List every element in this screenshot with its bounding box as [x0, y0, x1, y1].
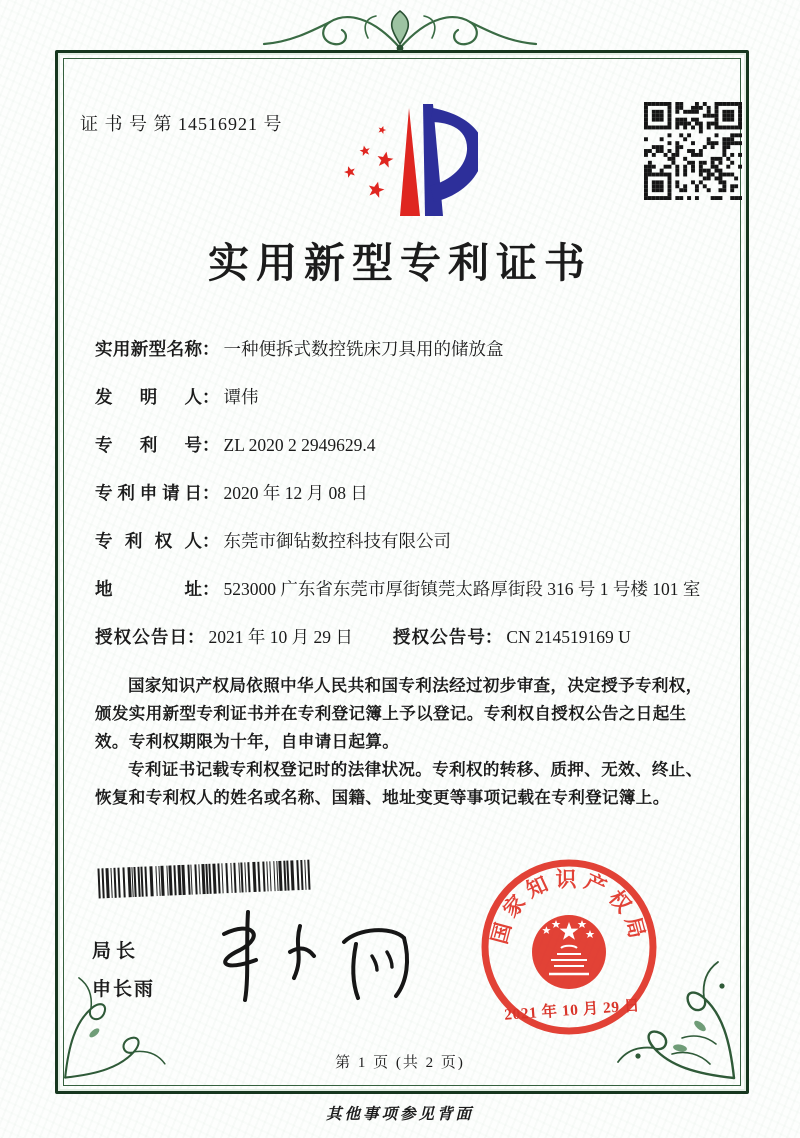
field-patent-number: 专利号 ： ZL 2020 2 2949629.4 [95, 432, 710, 459]
national-emblem-icon [532, 915, 606, 989]
field-value: 2021 年 10 月 29 日 [208, 627, 353, 647]
cnipa-logo-icon [322, 96, 478, 224]
field-label: 专利权人 [95, 531, 202, 551]
field-label: 授权公告日 [95, 627, 187, 647]
field-address: 地址 ： 523000 广东省东莞市厚街镇莞太路厚街段 316 号 1 号楼 101 室 [95, 576, 710, 603]
seal-org-text: 国家知识产权局 [487, 867, 651, 947]
seal-date: 2021 年 10 月 29 日 [503, 997, 641, 1024]
handwritten-signature [196, 898, 436, 1016]
field-value: 一种便拆式数控铣床刀具用的储放盒 [223, 339, 504, 359]
field-value: 2020 年 12 月 08 日 [223, 483, 368, 503]
field-value: CN 214519169 U [506, 627, 631, 647]
certificate-fields [95, 336, 710, 672]
field-utility-model-name: 实用新型名称 ： 一种便拆式数控铣床刀具用的储放盒 [95, 336, 710, 363]
field-label: 专利号 [95, 435, 202, 455]
field-grant-row: 授权公告日 ： 2021 年 10 月 29 日 授权公告号 ： CN 214519169 U [95, 624, 710, 651]
field-label: 地址 [95, 579, 202, 599]
legal-text [95, 672, 709, 812]
field-label: 授权公告号 [392, 627, 485, 647]
field-label: 发明人 [95, 387, 202, 407]
certificate-number: 证 书 号 第 14516921 号 [80, 114, 283, 134]
back-side-note: 其他事项参见背面 [325, 1106, 474, 1123]
field-label: 实用新型名称 [95, 339, 202, 359]
field-value: 东莞市御钻数控科技有限公司 [223, 531, 451, 551]
certificate-title: 实用新型专利证书 [208, 240, 592, 286]
field-label: 专利申请日 [95, 483, 202, 503]
legal-paragraph-1: 国家知识产权局依照中华人民共和国专利法经过初步审查，决定授予专利权，颁发实用新型专利证书并在专利登记簿上予以登记。专利权自授权公告之日起生效。专利权期限为十年，自申请日起算。 [95, 676, 703, 751]
field-grant-number: 授权公告号 ： CN 214519169 U [393, 624, 631, 651]
page-number: 第 1 页 (共 2 页) [335, 1055, 465, 1071]
field-value: 谭伟 [223, 387, 259, 407]
field-patentee: 专利权人 ： 东莞市御钻数控科技有限公司 [95, 528, 710, 555]
field-value: ZL 2020 2 2949629.4 [223, 435, 376, 455]
field-filing-date: 专利申请日 ： 2020 年 12 月 08 日 [95, 480, 710, 507]
commissioner-name: 申长雨 [92, 979, 156, 1000]
qr-code [644, 102, 742, 200]
field-value: 523000 广东省东莞市厚街镇莞太路厚街段 316 号 1 号楼 101 室 [223, 579, 701, 599]
legal-paragraph-2: 专利证书记载专利权登记时的法律状况。专利权的转移、质押、无效、终止、恢复和专利权人的姓名或名称、国籍、地址变更等事项记载在专利登记簿上。 [95, 760, 703, 807]
field-inventor: 发明人 ： 谭伟 [95, 384, 710, 411]
commissioner-title: 局长 [92, 941, 141, 962]
